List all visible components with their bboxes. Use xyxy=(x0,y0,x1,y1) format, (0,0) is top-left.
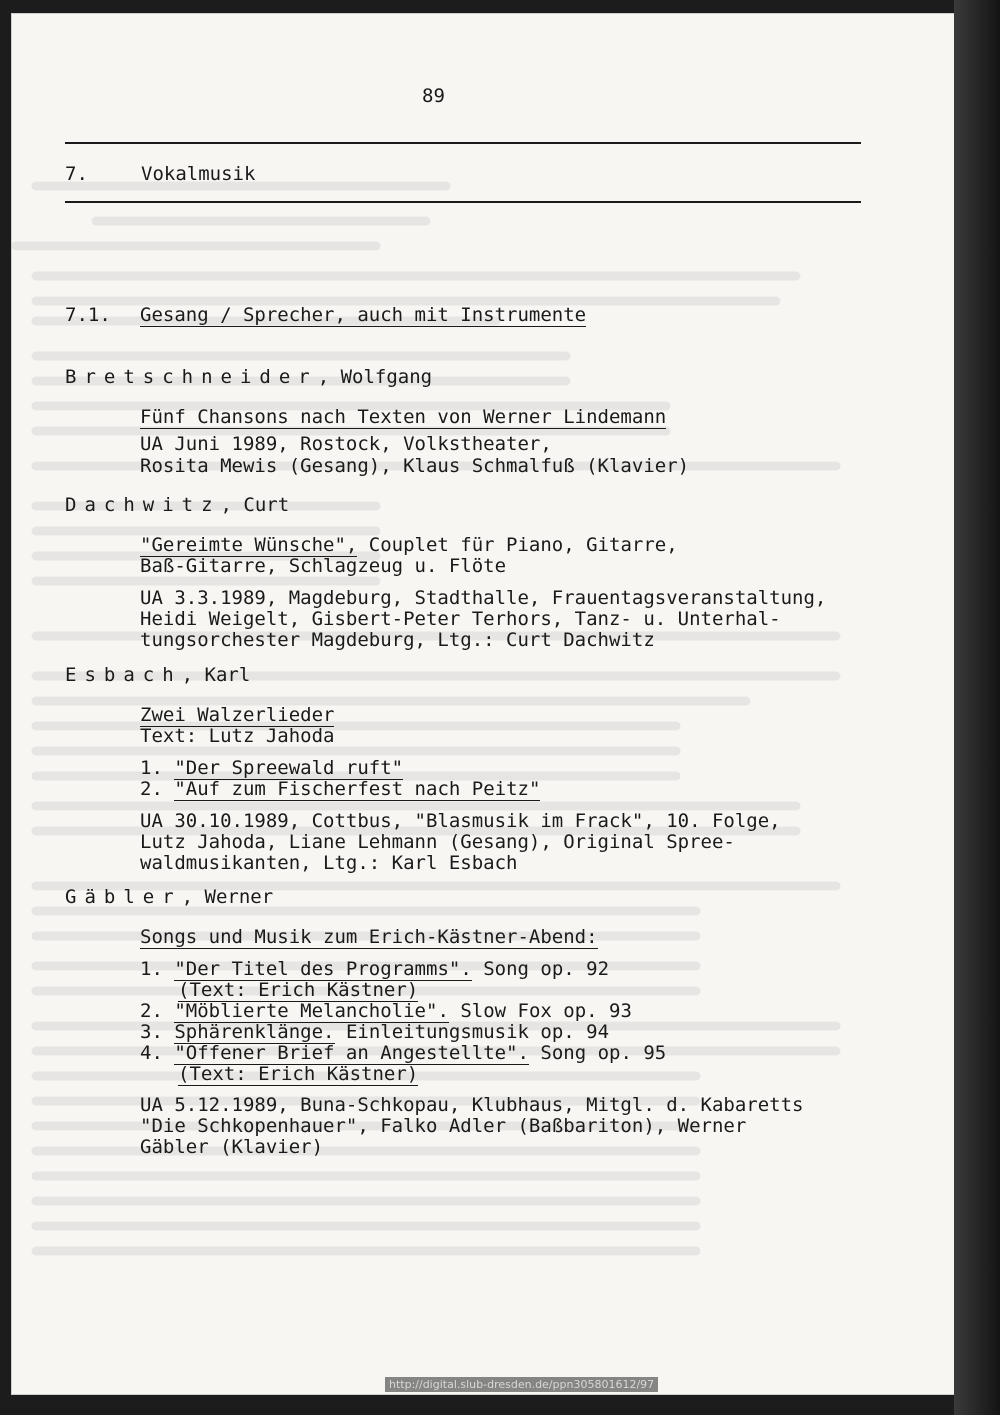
premiere-line: Heidi Weigelt, Gisbert-Peter Terhors, Tanz- u. Unterhal- xyxy=(140,608,781,630)
item-title: Sphärenklänge. xyxy=(174,1021,335,1043)
song-item xyxy=(140,1043,666,1064)
premiere-line: Gäbler (Klavier) xyxy=(140,1136,324,1158)
item-rest: Song op. 92 xyxy=(471,958,610,980)
premiere-line: UA Juni 1989, Rostock, Volkstheater, xyxy=(140,433,552,455)
work-title: "Gereimte Wünsche", xyxy=(140,534,358,556)
composer-firstname: Wolfgang xyxy=(340,366,433,388)
item-text-credit: (Text: Erich Kästner) xyxy=(178,979,419,1001)
subsection-number: 7.1. xyxy=(65,304,111,326)
song-item xyxy=(140,1022,609,1043)
premiere-line: UA 30.10.1989, Cottbus, "Blasmusik im Frack", 10. Folge, xyxy=(140,810,781,832)
item-rest: Song op. 95 xyxy=(528,1042,667,1064)
item-title: "Auf zum Fischerfest nach Peitz" xyxy=(174,778,541,800)
section-title: Vokalmusik xyxy=(141,163,256,185)
composer-firstname: Curt xyxy=(243,494,290,516)
premiere-line: UA 3.3.1989, Magdeburg, Stadthalle, Frauentagsveranstaltung, xyxy=(140,587,827,609)
composer-surname: Bretschneider xyxy=(65,366,318,388)
section-rule-bottom xyxy=(65,201,861,203)
item-number: 1. xyxy=(140,958,163,980)
item-number: 3. xyxy=(140,1021,163,1043)
premiere-line: "Die Schkopenhauer", Falko Adler (Baßbariton), Werner xyxy=(140,1115,747,1137)
page-number: 89 xyxy=(422,85,445,107)
section-rule-top xyxy=(65,142,861,144)
item-number: 2. xyxy=(140,778,163,800)
work-title: Fünf Chansons nach Texten von Werner Lindemann xyxy=(140,406,667,428)
work-title-line xyxy=(140,535,678,556)
premiere-line: Rosita Mewis (Gesang), Klaus Schmalfuß (Klavier) xyxy=(140,455,690,477)
scanner-edge xyxy=(954,0,1000,1415)
premiere-line: tungsorchester Magdeburg, Ltg.: Curt Dachwitz xyxy=(140,629,655,651)
work-title-rest: Couplet für Piano, Gitarre, xyxy=(357,534,678,556)
composer-surname: Esbach xyxy=(65,664,182,686)
composer-firstname: Werner xyxy=(204,886,274,908)
premiere-line: waldmusikanten, Ltg.: Karl Esbach xyxy=(140,852,518,874)
composer-firstname: Karl xyxy=(204,664,251,686)
composer-name-esbach: Esbach, Karl xyxy=(65,664,251,686)
item-title: "Der Titel des Programms". xyxy=(174,958,472,980)
work-title: Zwei Walzerlieder xyxy=(140,704,335,726)
composer-name-bretschneider: Bretschneider, Wolfgang xyxy=(65,366,433,388)
song-item xyxy=(140,779,540,800)
work-title-line2: Baß-Gitarre, Schlagzeug u. Flöte xyxy=(140,555,507,577)
composer-name-gaebler: Gäbler, Werner xyxy=(65,886,274,908)
composer-surname: Dachwitz xyxy=(65,494,221,516)
item-title: "Offener Brief an Angestellte". xyxy=(174,1042,529,1064)
text-credit: Text: Lutz Jahoda xyxy=(140,725,335,747)
paper-sheet xyxy=(12,14,954,1394)
premiere-line: UA 5.12.1989, Buna-Schkopau, Klubhaus, Mitgl. d. Kabaretts xyxy=(140,1094,804,1116)
item-text-credit: (Text: Erich Kästner) xyxy=(178,1063,419,1085)
item-title: "Möblierte Melancholie". xyxy=(174,1000,449,1022)
composer-surname: Gäbler xyxy=(65,886,182,908)
song-item xyxy=(140,758,403,779)
item-number: 4. xyxy=(140,1042,163,1064)
item-number: 2. xyxy=(140,1000,163,1022)
subsection-title: Gesang / Sprecher, auch mit Instrumente xyxy=(140,304,587,326)
composer-name-dachwitz: Dachwitz, Curt xyxy=(65,494,290,516)
item-rest: Einleitungsmusik op. 94 xyxy=(334,1021,610,1043)
work-title: Songs und Musik zum Erich-Kästner-Abend: xyxy=(140,926,598,948)
item-number: 1. xyxy=(140,757,163,779)
item-title: "Der Spreewald ruft" xyxy=(174,757,404,779)
premiere-line: Lutz Jahoda, Liane Lehmann (Gesang), Original Spree- xyxy=(140,831,735,853)
song-item xyxy=(140,959,609,980)
source-url-watermark: http://digital.slub-dresden.de/ppn305801612/97 xyxy=(385,1377,658,1392)
section-number: 7. xyxy=(65,163,88,185)
song-item xyxy=(140,1001,632,1022)
item-rest: Slow Fox op. 93 xyxy=(448,1000,632,1022)
